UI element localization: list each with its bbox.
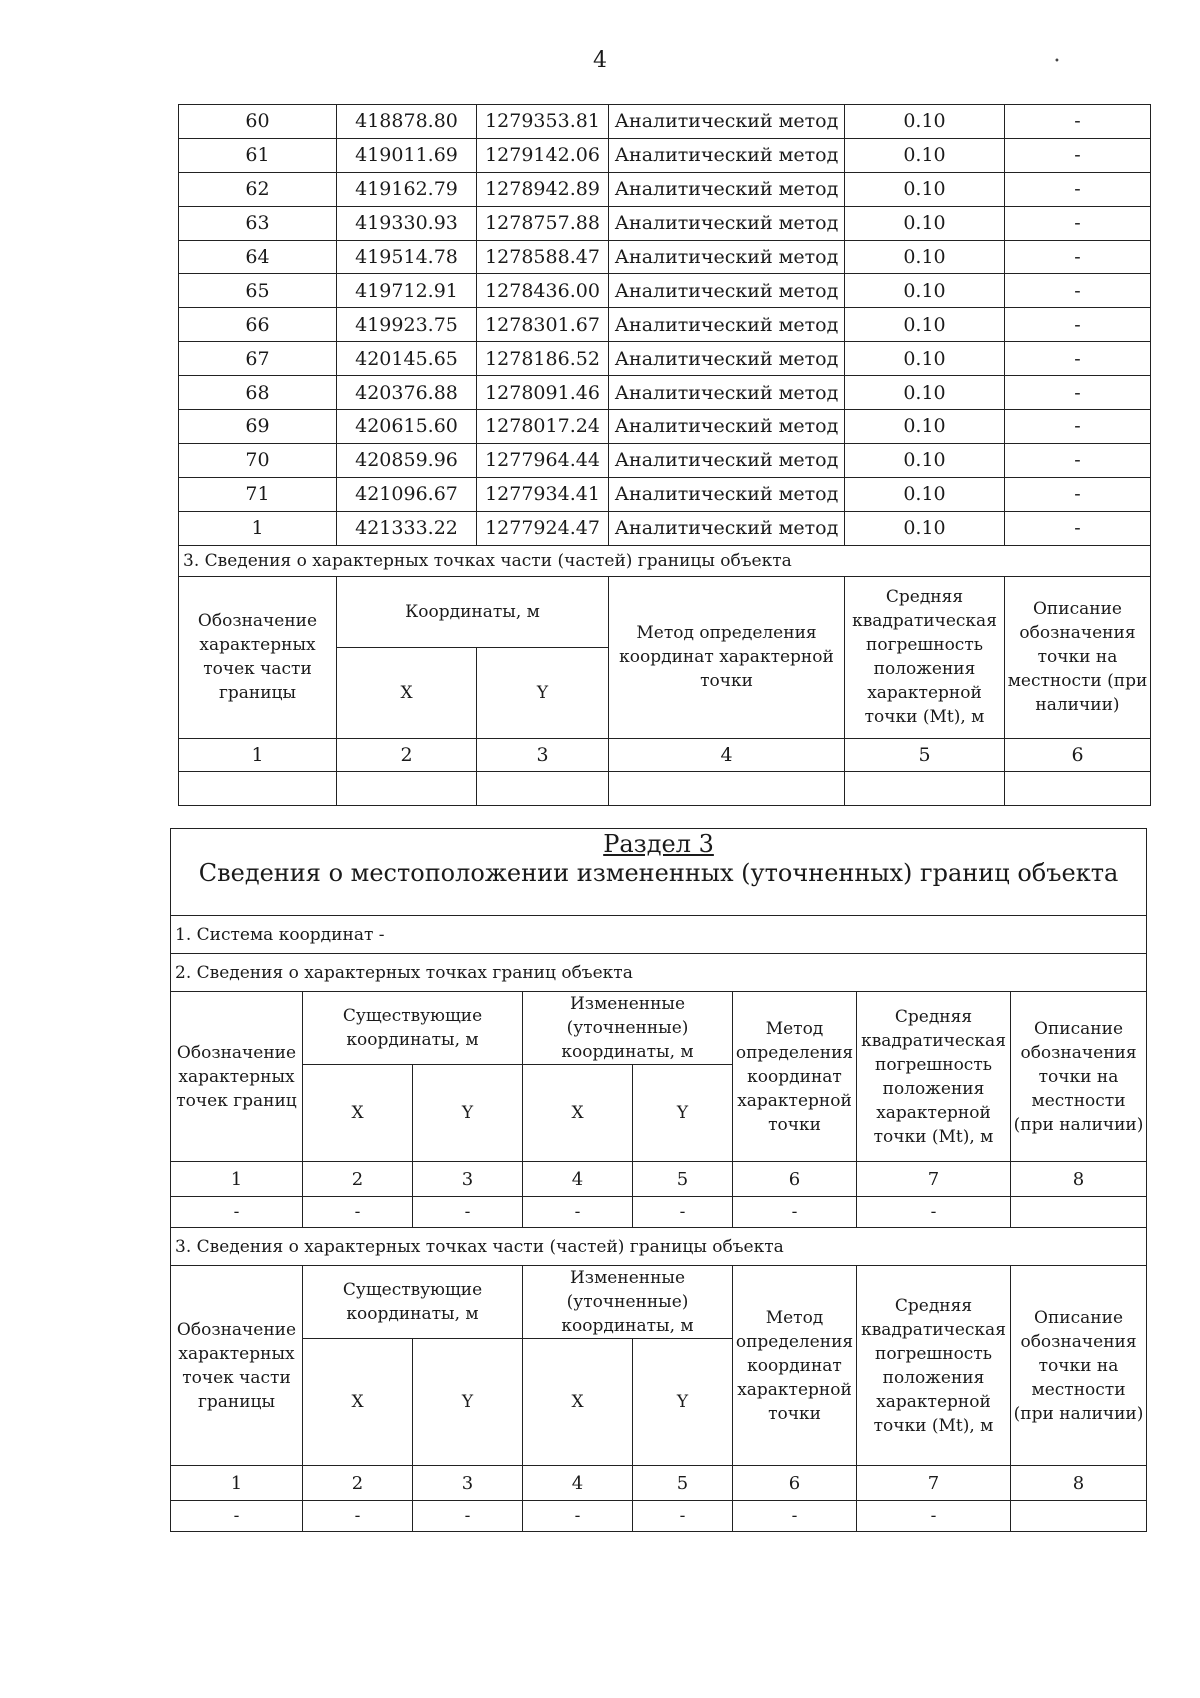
cell-point-id: 62: [179, 172, 337, 206]
cell-error: 0.10: [845, 206, 1005, 240]
header-coords: Координаты, м: [337, 576, 609, 647]
s3p-header-method: Метод определения координат характерной точки: [733, 1266, 857, 1466]
cell-method: Аналитический метод: [609, 342, 845, 376]
cell-description: -: [1005, 138, 1151, 172]
cell-description: -: [1005, 477, 1151, 511]
s3-column-number-7: 7: [857, 1162, 1011, 1197]
cell-method: Аналитический метод: [609, 240, 845, 274]
points-caption: 2. Сведения о характерных точках границ объекта: [171, 954, 1147, 992]
table-row: [179, 206, 1151, 240]
cell-error: 0.10: [845, 443, 1005, 477]
cell-coord-x: 419330.93: [337, 206, 477, 240]
cell-error: 0.10: [845, 240, 1005, 274]
cell-method: Аналитический метод: [609, 206, 845, 240]
cell-point-id: 65: [179, 274, 337, 308]
s3-header-existing-x: X: [303, 1065, 413, 1162]
s3p-header-error: Средняя квадратическая погрешность положения характерной точки (Mt), м: [857, 1266, 1011, 1466]
s3-dash-cell-5: -: [633, 1197, 733, 1228]
cell-error: 0.10: [845, 477, 1005, 511]
table-row: [179, 443, 1151, 477]
header-x: X: [337, 647, 477, 738]
s3p-dash-cell-8: [1011, 1501, 1147, 1532]
cell-coord-y: 1277924.47: [477, 511, 609, 545]
scan-speck: •: [1054, 56, 1060, 67]
cell-method: Аналитический метод: [609, 511, 845, 545]
cell-coord-x: 418878.80: [337, 105, 477, 139]
table-row: [179, 477, 1151, 511]
section-heading: [171, 829, 1147, 860]
coord-system: 1. Система координат -: [171, 916, 1147, 954]
cell-coord-x: 419514.78: [337, 240, 477, 274]
cell-coord-y: 1278017.24: [477, 410, 609, 444]
s3p-column-number-4: 4: [523, 1466, 633, 1501]
cell-point-id: 68: [179, 376, 337, 410]
cell-error: 0.10: [845, 138, 1005, 172]
cell-point-id: 67: [179, 342, 337, 376]
cell-method: Аналитический метод: [609, 105, 845, 139]
cell-method: Аналитический метод: [609, 477, 845, 511]
cell-point-id: 61: [179, 138, 337, 172]
cell-description: -: [1005, 511, 1151, 545]
cell-description: -: [1005, 376, 1151, 410]
cell-coord-x: 420859.96: [337, 443, 477, 477]
section3-table: [170, 828, 1147, 1532]
cell-error: 0.10: [845, 376, 1005, 410]
table-row: [179, 274, 1151, 308]
s3p-column-number-5: 5: [633, 1466, 733, 1501]
s3p-column-number-6: 6: [733, 1466, 857, 1501]
cell-point-id: 70: [179, 443, 337, 477]
s3p-dash-row: [171, 1501, 1147, 1532]
header-designation: Обозначение характерных точек части границы: [179, 576, 337, 738]
table-row: [179, 138, 1151, 172]
cell-error: 0.10: [845, 342, 1005, 376]
s3-header-method: Метод определения координат характерной точки: [733, 992, 857, 1162]
s3-dash-cell-6: -: [733, 1197, 857, 1228]
s3-dash-cell-7: -: [857, 1197, 1011, 1228]
s3-dash-cell-4: -: [523, 1197, 633, 1228]
cell-coord-y: 1277964.44: [477, 443, 609, 477]
table-row: [179, 308, 1151, 342]
cell-coord-y: 1278757.88: [477, 206, 609, 240]
cell-coord-y: 1279353.81: [477, 105, 609, 139]
cell-description: -: [1005, 206, 1151, 240]
table-row: [179, 342, 1151, 376]
s3-column-number-2: 2: [303, 1162, 413, 1197]
s3-header-designation: Обозначение характерных точек границ: [171, 992, 303, 1162]
cell-description: -: [1005, 308, 1151, 342]
table-row: [179, 172, 1151, 206]
s3p-dash-cell-5: -: [633, 1501, 733, 1532]
cell-method: Аналитический метод: [609, 410, 845, 444]
cell-coord-x: 419162.79: [337, 172, 477, 206]
cell-method: Аналитический метод: [609, 308, 845, 342]
column-number-6: 6: [1005, 738, 1151, 772]
s3-header-changed-x: X: [523, 1065, 633, 1162]
cell-error: 0.10: [845, 105, 1005, 139]
section-title: Сведения о местоположении измененных (уточненных) границ объекта: [171, 859, 1147, 916]
cell-description: -: [1005, 105, 1151, 139]
cell-coord-y: 1277934.41: [477, 477, 609, 511]
s3-header-description: Описание обозначения точки на местности (при наличии): [1011, 992, 1147, 1162]
s3p-header-existing-x: X: [303, 1339, 413, 1466]
cell-coord-x: 420615.60: [337, 410, 477, 444]
empty-row: [179, 772, 1151, 806]
s3-header-existing-y: Y: [413, 1065, 523, 1162]
cell-coord-x: 421096.67: [337, 477, 477, 511]
column-number-5: 5: [845, 738, 1005, 772]
s3p-column-number-3: 3: [413, 1466, 523, 1501]
column-numbers-row: [179, 738, 1151, 772]
cell-method: Аналитический метод: [609, 376, 845, 410]
header-error: Средняя квадратическая погрешность положения характерной точки (Mt), м: [845, 576, 1005, 738]
s3p-dash-cell-3: -: [413, 1501, 523, 1532]
header-method: Метод определения координат характерной точки: [609, 576, 845, 738]
s3p-column-number-8: 8: [1011, 1466, 1147, 1501]
cell-coord-y: 1278942.89: [477, 172, 609, 206]
cell-description: -: [1005, 240, 1151, 274]
s3p-dash-cell-4: -: [523, 1501, 633, 1532]
s3-header-changed: Измененные (уточненные) координаты, м: [523, 992, 733, 1065]
cell-coord-x: 419011.69: [337, 138, 477, 172]
cell-point-id: 60: [179, 105, 337, 139]
cell-coord-y: 1278588.47: [477, 240, 609, 274]
s3-dash-row: [171, 1197, 1147, 1228]
cell-coord-y: 1278186.52: [477, 342, 609, 376]
s3-column-number-3: 3: [413, 1162, 523, 1197]
cell-description: -: [1005, 172, 1151, 206]
cell-method: Аналитический метод: [609, 443, 845, 477]
cell-error: 0.10: [845, 511, 1005, 545]
cell-error: 0.10: [845, 410, 1005, 444]
header-description: Описание обозначения точки на местности (при наличии): [1005, 576, 1151, 738]
cell-coord-x: 420145.65: [337, 342, 477, 376]
s3-column-number-1: 1: [171, 1162, 303, 1197]
cell-description: -: [1005, 410, 1151, 444]
s3p-dash-cell-7: -: [857, 1501, 1011, 1532]
table-row: [179, 410, 1151, 444]
s3p-header-changed-x: X: [523, 1339, 633, 1466]
s3p-header-designation: Обозначение характерных точек части границы: [171, 1266, 303, 1466]
cell-error: 0.10: [845, 274, 1005, 308]
cell-method: Аналитический метод: [609, 138, 845, 172]
cell-error: 0.10: [845, 172, 1005, 206]
column-number-2: 2: [337, 738, 477, 772]
s3-dash-cell-2: -: [303, 1197, 413, 1228]
s3p-dash-cell-6: -: [733, 1501, 857, 1532]
s3p-header-existing-y: Y: [413, 1339, 523, 1466]
cell-coord-y: 1278301.67: [477, 308, 609, 342]
cell-point-id: 71: [179, 477, 337, 511]
cell-point-id: 63: [179, 206, 337, 240]
s3-header-error: Средняя квадратическая погрешность положения характерной точки (Mt), м: [857, 992, 1011, 1162]
s3p-header-changed: Измененные (уточненные) координаты, м: [523, 1266, 733, 1339]
cell-error: 0.10: [845, 308, 1005, 342]
table-row: [179, 511, 1151, 545]
s3p-column-number-2: 2: [303, 1466, 413, 1501]
boundary-points-rows: [179, 105, 1151, 546]
s3-header-changed-y: Y: [633, 1065, 733, 1162]
page-number: 4: [593, 48, 607, 73]
s3-column-number-5: 5: [633, 1162, 733, 1197]
s3-header-existing: Существующие координаты, м: [303, 992, 523, 1065]
cell-coord-y: 1278436.00: [477, 274, 609, 308]
cell-point-id: 66: [179, 308, 337, 342]
cell-method: Аналитический метод: [609, 172, 845, 206]
cell-coord-y: 1279142.06: [477, 138, 609, 172]
cell-coord-x: 421333.22: [337, 511, 477, 545]
s3p-column-numbers-row: [171, 1466, 1147, 1501]
section-heading-text: Раздел 3: [603, 830, 714, 858]
column-number-4: 4: [609, 738, 845, 772]
s3p-column-number-1: 1: [171, 1466, 303, 1501]
table-row: [179, 376, 1151, 410]
cell-point-id: 1: [179, 511, 337, 545]
part-points-caption: 3. Сведения о характерных точках части (частей) границы объекта: [179, 545, 1151, 576]
cell-point-id: 69: [179, 410, 337, 444]
s3p-dash-cell-1: -: [171, 1501, 303, 1532]
cell-coord-x: 419923.75: [337, 308, 477, 342]
cell-description: -: [1005, 342, 1151, 376]
s3-column-numbers-row: [171, 1162, 1147, 1197]
cell-description: -: [1005, 443, 1151, 477]
table-row: [179, 240, 1151, 274]
s3-dash-cell-8: [1011, 1197, 1147, 1228]
cell-point-id: 64: [179, 240, 337, 274]
column-number-3: 3: [477, 738, 609, 772]
header-y: Y: [477, 647, 609, 738]
column-number-1: 1: [179, 738, 337, 772]
cell-coord-x: 420376.88: [337, 376, 477, 410]
part-caption: 3. Сведения о характерных точках части (частей) границы объекта: [171, 1228, 1147, 1266]
table-row: [179, 105, 1151, 139]
s3-column-number-6: 6: [733, 1162, 857, 1197]
cell-description: -: [1005, 274, 1151, 308]
cell-method: Аналитический метод: [609, 274, 845, 308]
s3-column-number-8: 8: [1011, 1162, 1147, 1197]
s3p-header-changed-y: Y: [633, 1339, 733, 1466]
s3-dash-cell-3: -: [413, 1197, 523, 1228]
s3p-header-existing: Существующие координаты, м: [303, 1266, 523, 1339]
s3p-dash-cell-2: -: [303, 1501, 413, 1532]
s3p-column-number-7: 7: [857, 1466, 1011, 1501]
cell-coord-x: 419712.91: [337, 274, 477, 308]
s3-dash-cell-1: -: [171, 1197, 303, 1228]
boundary-points-table: [178, 104, 1151, 806]
s3-column-number-4: 4: [523, 1162, 633, 1197]
cell-coord-y: 1278091.46: [477, 376, 609, 410]
s3p-header-description: Описание обозначения точки на местности (при наличии): [1011, 1266, 1147, 1466]
